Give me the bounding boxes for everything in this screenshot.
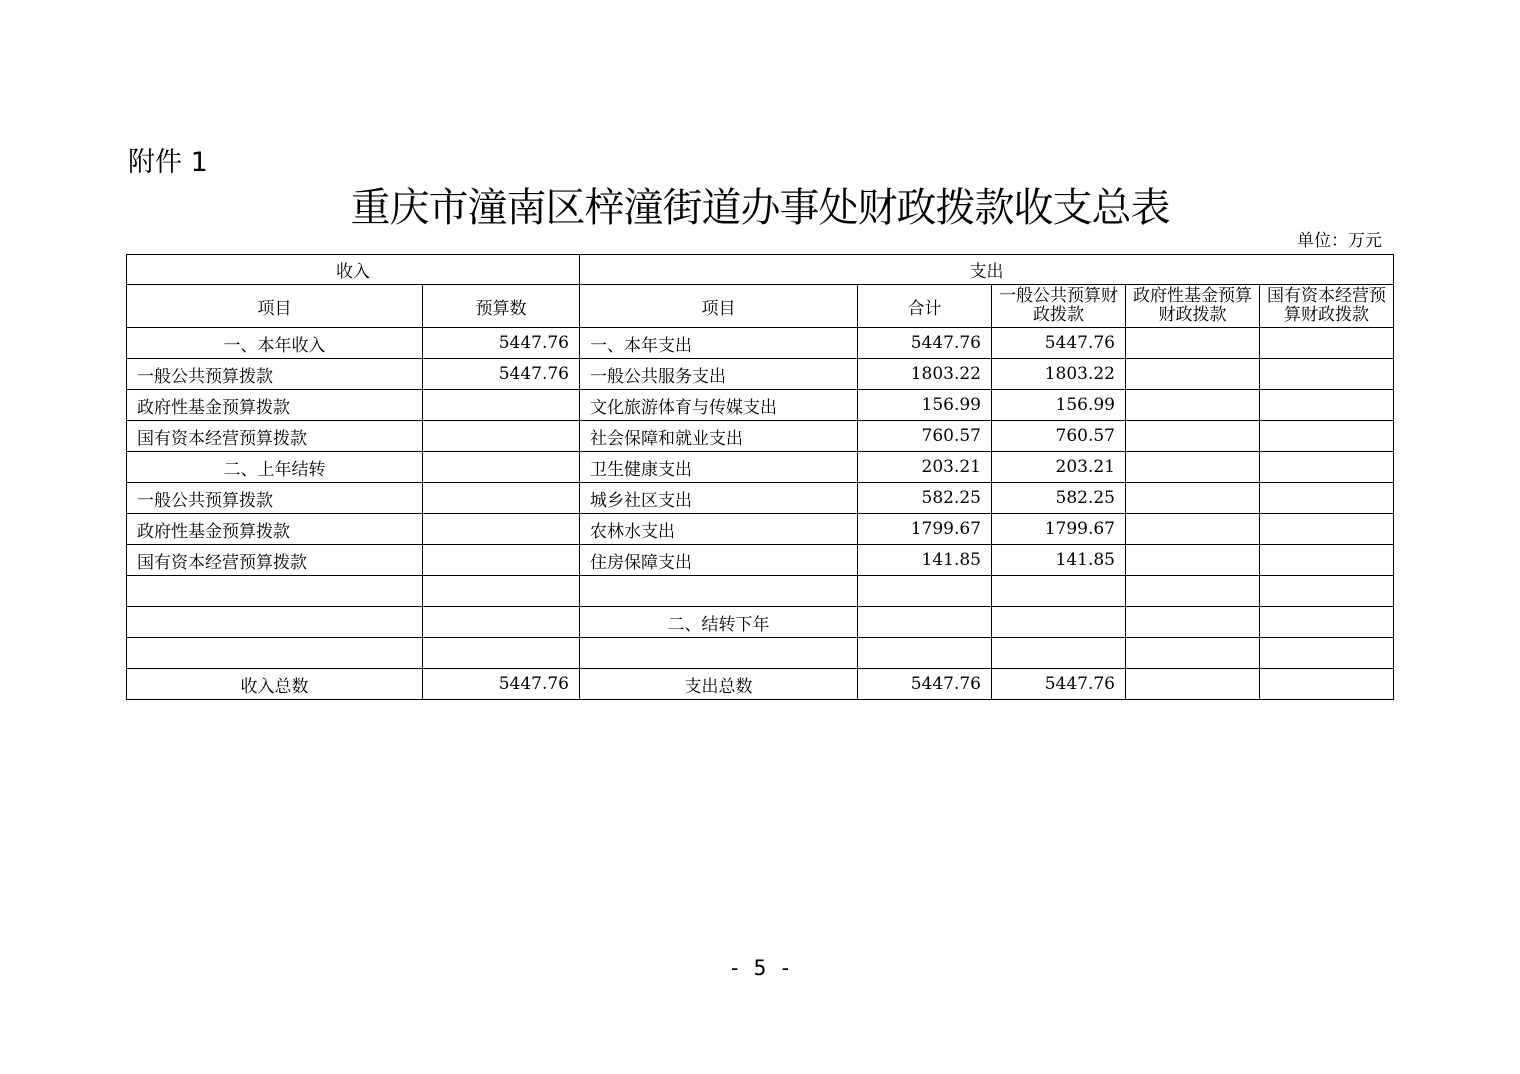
income-amount-cell bbox=[423, 607, 580, 638]
income-item-cell: 一、本年收入 bbox=[127, 328, 423, 359]
expense-item-cell: 二、结转下年 bbox=[580, 607, 858, 638]
total-cell: 203.21 bbox=[858, 452, 992, 483]
general-budget-header: 一般公共预算财政拨款 bbox=[992, 285, 1126, 328]
table-row bbox=[127, 607, 1394, 638]
expense-item-cell: 一般公共服务支出 bbox=[580, 359, 858, 390]
table-row bbox=[127, 359, 1394, 390]
income-item-cell: 政府性基金预算拨款 bbox=[127, 514, 423, 545]
expense-item-cell: 城乡社区支出 bbox=[580, 483, 858, 514]
expense-item-cell: 农林水支出 bbox=[580, 514, 858, 545]
total-cell: 582.25 bbox=[858, 483, 992, 514]
fund-cell bbox=[1126, 545, 1260, 576]
income-amount-cell bbox=[423, 545, 580, 576]
expense-header: 支出 bbox=[580, 255, 1394, 285]
state-cell bbox=[1260, 607, 1394, 638]
income-item-cell: 一般公共预算拨款 bbox=[127, 483, 423, 514]
income-amount-cell bbox=[423, 483, 580, 514]
total-cell: 141.85 bbox=[858, 545, 992, 576]
total-cell bbox=[858, 576, 992, 607]
expense-item-cell: 一、本年支出 bbox=[580, 328, 858, 359]
unit-label: 单位：万元 bbox=[1297, 231, 1382, 251]
fund-cell bbox=[1126, 421, 1260, 452]
income-total-amount: 5447.76 bbox=[423, 669, 580, 700]
table-row bbox=[127, 514, 1394, 545]
state-cell bbox=[1260, 328, 1394, 359]
page-number: - 5 - bbox=[728, 956, 792, 980]
general-cell bbox=[992, 576, 1126, 607]
general-cell: 141.85 bbox=[992, 545, 1126, 576]
fund-cell bbox=[1126, 359, 1260, 390]
table-row bbox=[127, 576, 1394, 607]
state-cell bbox=[1260, 576, 1394, 607]
general-cell: 156.99 bbox=[992, 390, 1126, 421]
totals-row bbox=[127, 669, 1394, 700]
fund-cell bbox=[1126, 483, 1260, 514]
income-total-label: 收入总数 bbox=[127, 669, 423, 700]
general-cell: 760.57 bbox=[992, 421, 1126, 452]
expense-item-cell: 文化旅游体育与传媒支出 bbox=[580, 390, 858, 421]
income-amount-cell bbox=[423, 576, 580, 607]
expense-item-header: 项目 bbox=[580, 285, 858, 328]
expense-item-cell: 社会保障和就业支出 bbox=[580, 421, 858, 452]
fund-cell bbox=[1126, 328, 1260, 359]
fund-cell bbox=[1126, 576, 1260, 607]
income-item-cell: 一般公共预算拨款 bbox=[127, 359, 423, 390]
income-header: 收入 bbox=[127, 255, 580, 285]
table-row bbox=[127, 421, 1394, 452]
table-row bbox=[127, 483, 1394, 514]
table-row bbox=[127, 390, 1394, 421]
fund-cell bbox=[1126, 669, 1260, 700]
budget-table bbox=[126, 254, 1394, 700]
income-amount-cell: 5447.76 bbox=[423, 328, 580, 359]
income-item-cell: 国有资本经营预算拨款 bbox=[127, 545, 423, 576]
total-cell bbox=[858, 607, 992, 638]
general-cell: 1803.22 bbox=[992, 359, 1126, 390]
expense-item-cell bbox=[580, 638, 858, 669]
expense-item-cell: 卫生健康支出 bbox=[580, 452, 858, 483]
expense-item-cell bbox=[580, 576, 858, 607]
table-row bbox=[127, 328, 1394, 359]
state-cell bbox=[1260, 390, 1394, 421]
general-cell: 5447.76 bbox=[992, 669, 1126, 700]
general-cell: 582.25 bbox=[992, 483, 1126, 514]
table-row bbox=[127, 452, 1394, 483]
income-amount-cell: 5447.76 bbox=[423, 359, 580, 390]
general-cell bbox=[992, 638, 1126, 669]
general-cell bbox=[992, 607, 1126, 638]
table-row bbox=[127, 545, 1394, 576]
document-title: 重庆市潼南区梓潼街道办事处财政拨款收支总表 bbox=[350, 185, 1170, 231]
general-cell: 203.21 bbox=[992, 452, 1126, 483]
fund-cell bbox=[1126, 638, 1260, 669]
fund-cell bbox=[1126, 514, 1260, 545]
income-budget-header: 预算数 bbox=[423, 285, 580, 328]
income-amount-cell bbox=[423, 514, 580, 545]
total-cell: 1799.67 bbox=[858, 514, 992, 545]
fund-cell bbox=[1126, 390, 1260, 421]
income-item-header: 项目 bbox=[127, 285, 423, 328]
income-amount-cell bbox=[423, 421, 580, 452]
income-item-cell: 二、上年结转 bbox=[127, 452, 423, 483]
state-cell bbox=[1260, 545, 1394, 576]
state-cell bbox=[1260, 514, 1394, 545]
total-cell: 1803.22 bbox=[858, 359, 992, 390]
total-cell: 5447.76 bbox=[858, 669, 992, 700]
income-item-cell bbox=[127, 607, 423, 638]
state-cell bbox=[1260, 669, 1394, 700]
state-cell bbox=[1260, 638, 1394, 669]
table-row bbox=[127, 638, 1394, 669]
fund-budget-header: 政府性基金预算财政拨款 bbox=[1126, 285, 1260, 328]
general-cell: 1799.67 bbox=[992, 514, 1126, 545]
total-cell bbox=[858, 638, 992, 669]
state-cell bbox=[1260, 452, 1394, 483]
fund-cell bbox=[1126, 452, 1260, 483]
general-cell: 5447.76 bbox=[992, 328, 1126, 359]
state-cell bbox=[1260, 483, 1394, 514]
header-row-columns bbox=[127, 285, 1394, 328]
attachment-label: 附件 1 bbox=[128, 147, 208, 178]
total-cell: 156.99 bbox=[858, 390, 992, 421]
total-cell: 5447.76 bbox=[858, 328, 992, 359]
expense-total-label: 支出总数 bbox=[580, 669, 858, 700]
header-row-group bbox=[127, 255, 1394, 285]
income-item-cell: 政府性基金预算拨款 bbox=[127, 390, 423, 421]
total-cell: 760.57 bbox=[858, 421, 992, 452]
income-item-cell: 国有资本经营预算拨款 bbox=[127, 421, 423, 452]
income-amount-cell bbox=[423, 452, 580, 483]
state-cell bbox=[1260, 359, 1394, 390]
state-cell bbox=[1260, 421, 1394, 452]
fund-cell bbox=[1126, 607, 1260, 638]
state-capital-header: 国有资本经营预算财政拨款 bbox=[1260, 285, 1394, 328]
income-item-cell bbox=[127, 576, 423, 607]
total-header: 合计 bbox=[858, 285, 992, 328]
income-item-cell bbox=[127, 638, 423, 669]
income-amount-cell bbox=[423, 638, 580, 669]
expense-item-cell: 住房保障支出 bbox=[580, 545, 858, 576]
income-amount-cell bbox=[423, 390, 580, 421]
